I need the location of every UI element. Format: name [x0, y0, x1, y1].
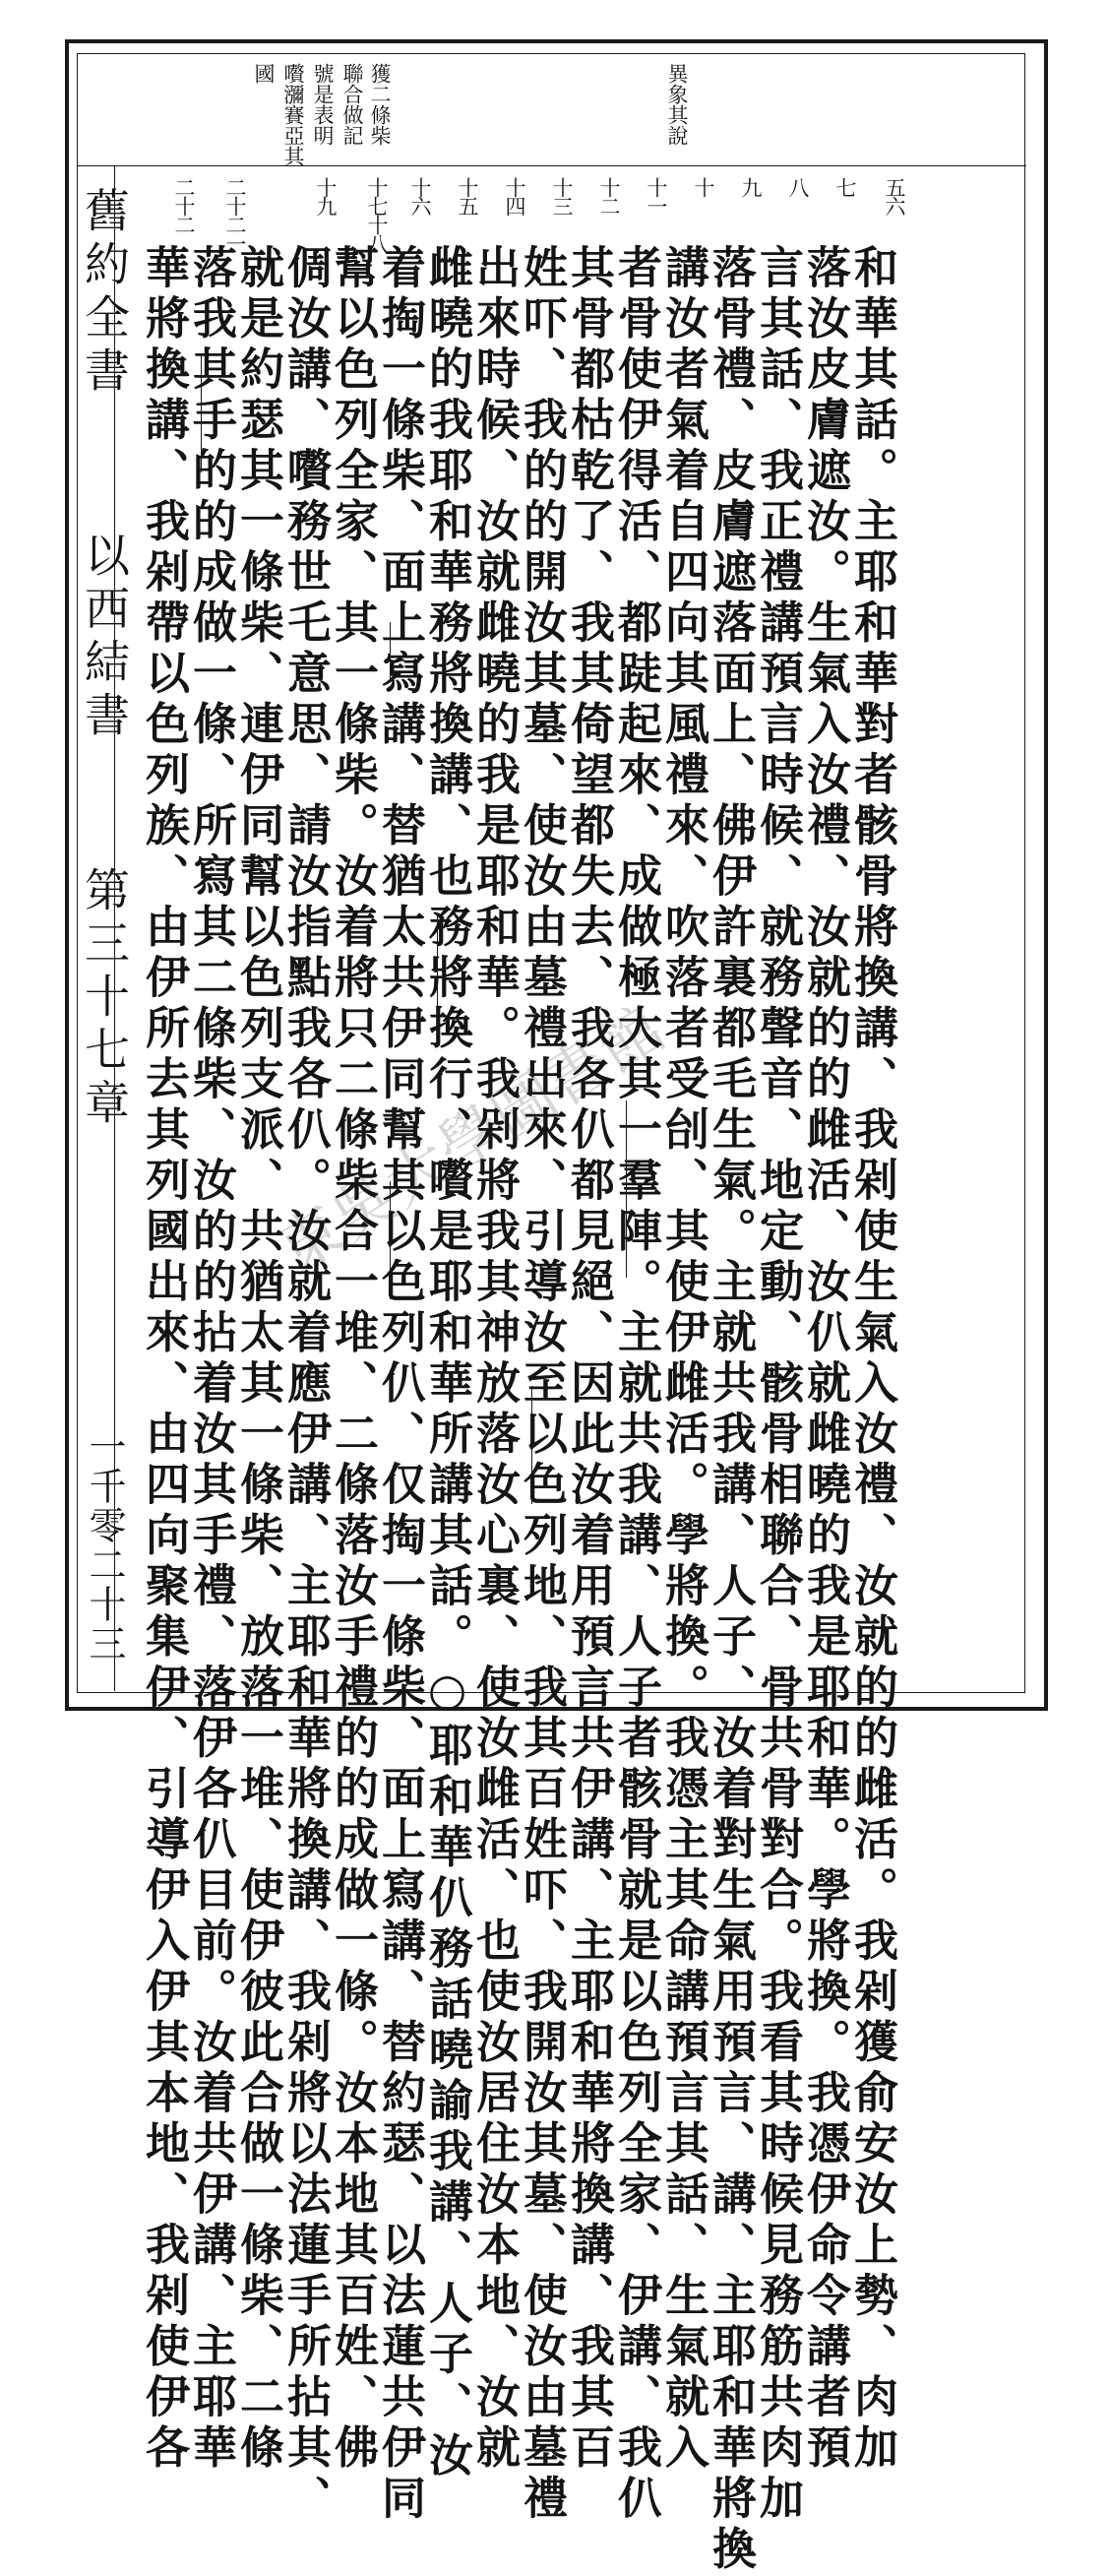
line-number: 五六 [883, 177, 906, 215]
line-number: 十五 [456, 177, 479, 215]
page-number: 一千零二十三 [83, 1427, 126, 1664]
proper-name-mark [531, 1386, 532, 1504]
proper-name-mark [201, 354, 202, 472]
text-column-9: 出來時候、汝就雌曉的我是耶和華。我剁將我其神放落汝心裏、使汝雌活、也使汝居住汝本地、汝就 [468, 244, 521, 2475]
text-column-6: 者骨使伊得活、都跿起來、成做極大其一羣陣。主就共我講、人子者骸骨就是以色列全家、伊講、我仈 [610, 244, 662, 2526]
book-name: 以西結書 [78, 532, 131, 744]
text-column-11: 着掏一條柴、面上寫講、替猶太共伊同幫其以色列仈、仅掏一條柴、面上寫講、替約瑟、以法蓮共伊同 [374, 244, 426, 2526]
line-number: 八 [786, 177, 810, 196]
text-column-8: 姓吓、我的的開汝其墓、使汝由墓禮出來、引導汝至以色列地、我其百姓吓、我開汝其墓、使汝由墓禮 [516, 244, 568, 2526]
line-number: 十 [692, 177, 715, 196]
watermark-text: 東吳大學圖書館 [265, 992, 678, 1288]
text-column-7: 其骨都枯乾了、我其倚望都失去、我各仈都見絕、因此汝着用預言共伊講、主耶和華將換講、我其百 [563, 244, 615, 2475]
text-column-5: 講汝者氣着自四向其風禮來、吹落者受刣、其使伊雌活。學將換。我憑主其命講預言其話、生氣就入 [657, 244, 709, 2475]
line-number: 十六 [408, 177, 432, 215]
chapter-title: 第三十七章 [78, 866, 131, 1132]
header-left-note-4: 嚽瀰賽亞其 [281, 63, 305, 166]
text-column-10: 雌曉的我耶和華務將換講、也務將換行、嚽是耶和華所講其話。○耶和華仈務話曉諭我講、人子、汝 [421, 244, 473, 2482]
text-column-14: 就是約瑟其一條柴、連伊同幫以色列支派、共猶太其一條柴、放落一堆、使伊彼此合做一條柴、二條 [232, 244, 284, 2475]
header-right-note: 異象其說 [665, 63, 689, 146]
header-left-note-2: 聯合做記 [340, 63, 364, 146]
library-watermark [226, 807, 915, 1398]
line-number: 十四 [503, 177, 526, 215]
header-left-note-3: 號是表明 [311, 63, 335, 146]
line-number: 十九 [314, 177, 338, 215]
line-number: 七 [833, 177, 857, 196]
header-rule [77, 165, 1026, 166]
text-column-16: 華將換講、我剁帶以色列族、由伊所去其列國出來、由四向聚集伊、引導伊入伊其本地、我剁使伊各 [138, 244, 190, 2475]
header-left-note-1: 獲二條柴 [368, 63, 392, 146]
proper-name-mark [390, 622, 391, 681]
line-number: 十三 [550, 177, 574, 215]
text-column-12: 幫以色列全家、其一條柴。汝着將只二條柴合一堆、二條落汝手禮的的成做一條。汝本地其百姓、佛 [327, 244, 379, 2475]
line-number: 二十二一 [223, 177, 247, 252]
text-column-1: 和華其話。主耶和華對者骸骨將換講、我剁使生氣入汝禮、汝就的的雌活。我剁獲俞安汝上勢、肉加 [846, 244, 898, 2475]
line-number: 九 [739, 177, 763, 196]
line-number: 十二 [597, 177, 621, 215]
text-column-4: 落骨禮、皮膚遮落面上、佛伊許裏都毛生氣。主就共我講、人子、汝着對生氣用預言、講、主耶和華將換 [705, 244, 757, 2576]
line-number: 二十二 [172, 177, 196, 233]
text-column-2: 落汝皮膚遮汝。生氣入汝禮、汝就的的雌活、汝仈就雌曉的我是耶和華。學將換。我憑伊命令講者預 [799, 244, 851, 2475]
book-title: 舊約全書 [78, 187, 131, 400]
text-column-15: 落我其手的的成做一條、所寫其二條柴、汝的的拈着汝其手禮、落伊各仈目前。汝着共伊講、主耶華 [185, 244, 237, 2475]
header-left-note-5: 國 [252, 63, 276, 84]
line-number: 十七十八 [365, 177, 389, 252]
text-column-13: 倜汝講、嚽務世乇意思、請汝指點我各仈。汝就着應伊講、主耶和華將換講、我剁將以法蓮手所拈其、 [279, 244, 332, 2526]
line-number: 十一 [645, 177, 668, 215]
text-column-3: 言其話、我正禮講預言時候、就務聲音、地定動、骸骨相聯合、骨共骨對合。我看其時候見務筋共肉加 [752, 244, 804, 2526]
